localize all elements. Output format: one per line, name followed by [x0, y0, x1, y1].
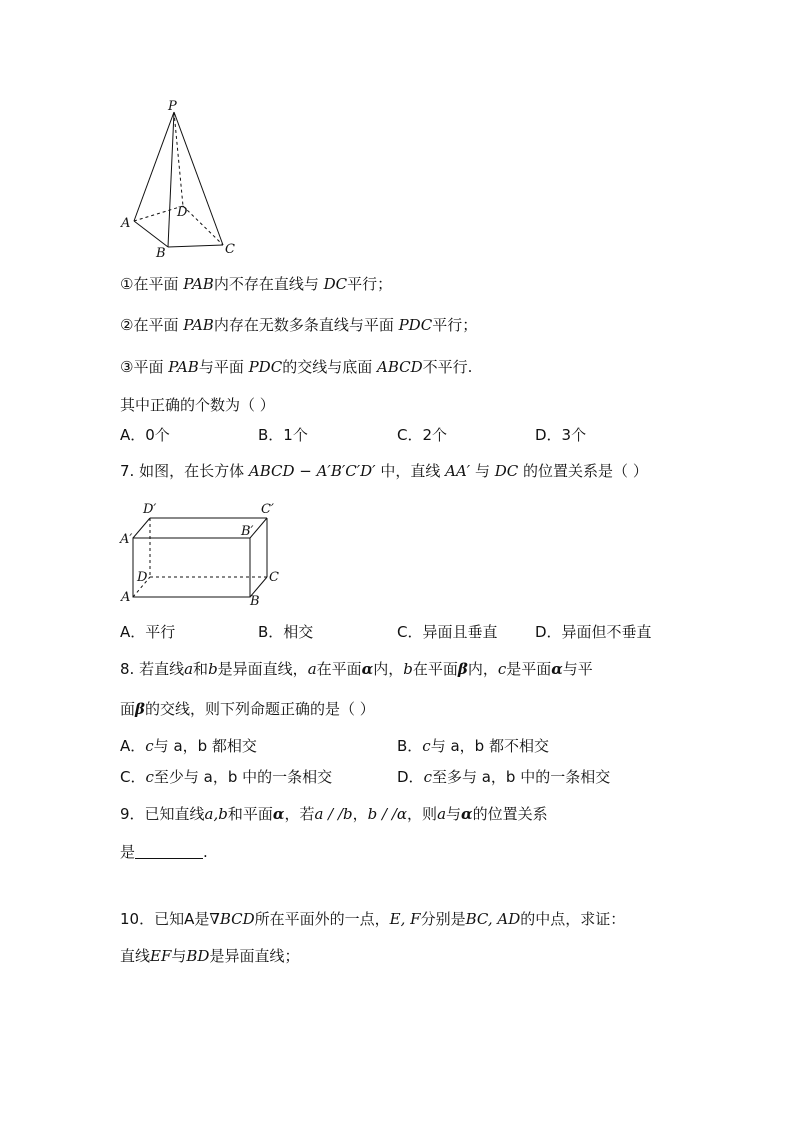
label-Bp: B′: [241, 524, 254, 539]
q6-prompt: 其中正确的个数为（ ）: [120, 396, 275, 414]
statement-1: ①在平面 PAB内不存在直线与 DC平行；: [120, 275, 393, 293]
q8-stem-line2: 面β的交线，则下列命题正确的是（ ）: [120, 700, 375, 718]
q8-option-c[interactable]: C．c至少与 a，b 中的一条相交: [120, 768, 333, 786]
label-D: D: [177, 205, 188, 220]
q6-option-b[interactable]: B．1个: [258, 426, 308, 444]
label-C: C: [225, 242, 235, 257]
q10-stem-line2: 直线EF与BD是异面直线；: [120, 947, 300, 965]
label-B: B: [156, 246, 166, 261]
q7-option-c[interactable]: C．异面且垂直: [397, 623, 498, 641]
label-B2: B: [250, 594, 260, 609]
q9-stem-line2: 是 .: [120, 843, 208, 861]
statement-2: ②在平面 PAB内存在无数多条直线与平面 PDC平行；: [120, 316, 478, 334]
q6-option-d[interactable]: D．3个: [535, 426, 587, 444]
q7-option-a[interactable]: A．平行: [120, 623, 176, 641]
q8-stem-line1: 8. 若直线a和b是异面直线，a在平面α内，b在平面β内，c是平面α与平: [120, 660, 593, 678]
label-D2: D: [137, 570, 148, 585]
label-Cp: C′: [261, 502, 274, 517]
label-A2: A: [121, 590, 131, 605]
q8-option-a[interactable]: A．c与 a，b 都相交: [120, 737, 257, 755]
q9-stem-line1: 9．已知直线a,b和平面α，若a / /b，b / /α，则a与α的位置关系: [120, 805, 548, 823]
label-C2: C: [269, 570, 279, 585]
label-P: P: [168, 99, 177, 114]
statement-3: ③平面 PAB与平面 PDC的交线与底面 ABCD不平行.: [120, 358, 473, 376]
q7-option-d[interactable]: D．异面但不垂直: [535, 623, 652, 641]
q6-option-c[interactable]: C．2个: [397, 426, 448, 444]
label-Dp: D′: [143, 502, 157, 517]
answer-blank[interactable]: [135, 844, 203, 859]
q8-option-d[interactable]: D．c至多与 a，b 中的一条相交: [397, 768, 611, 786]
q7-stem: 7. 如图，在长方体 ABCD − A′B′C′D′ 中，直线 AA′ 与 DC 的位置关系是（ ）: [120, 462, 648, 480]
q10-stem-line1: 10．已知A是∇BCD所在平面外的一点，E, F分别是BC, AD的中点，求证：: [120, 910, 626, 928]
label-Ap: A′: [120, 532, 133, 547]
q7-option-b[interactable]: B．相交: [258, 623, 314, 641]
q6-option-a[interactable]: A．0个: [120, 426, 170, 444]
q8-option-b[interactable]: B．c与 a，b 都不相交: [397, 737, 549, 755]
label-A: A: [121, 216, 131, 231]
